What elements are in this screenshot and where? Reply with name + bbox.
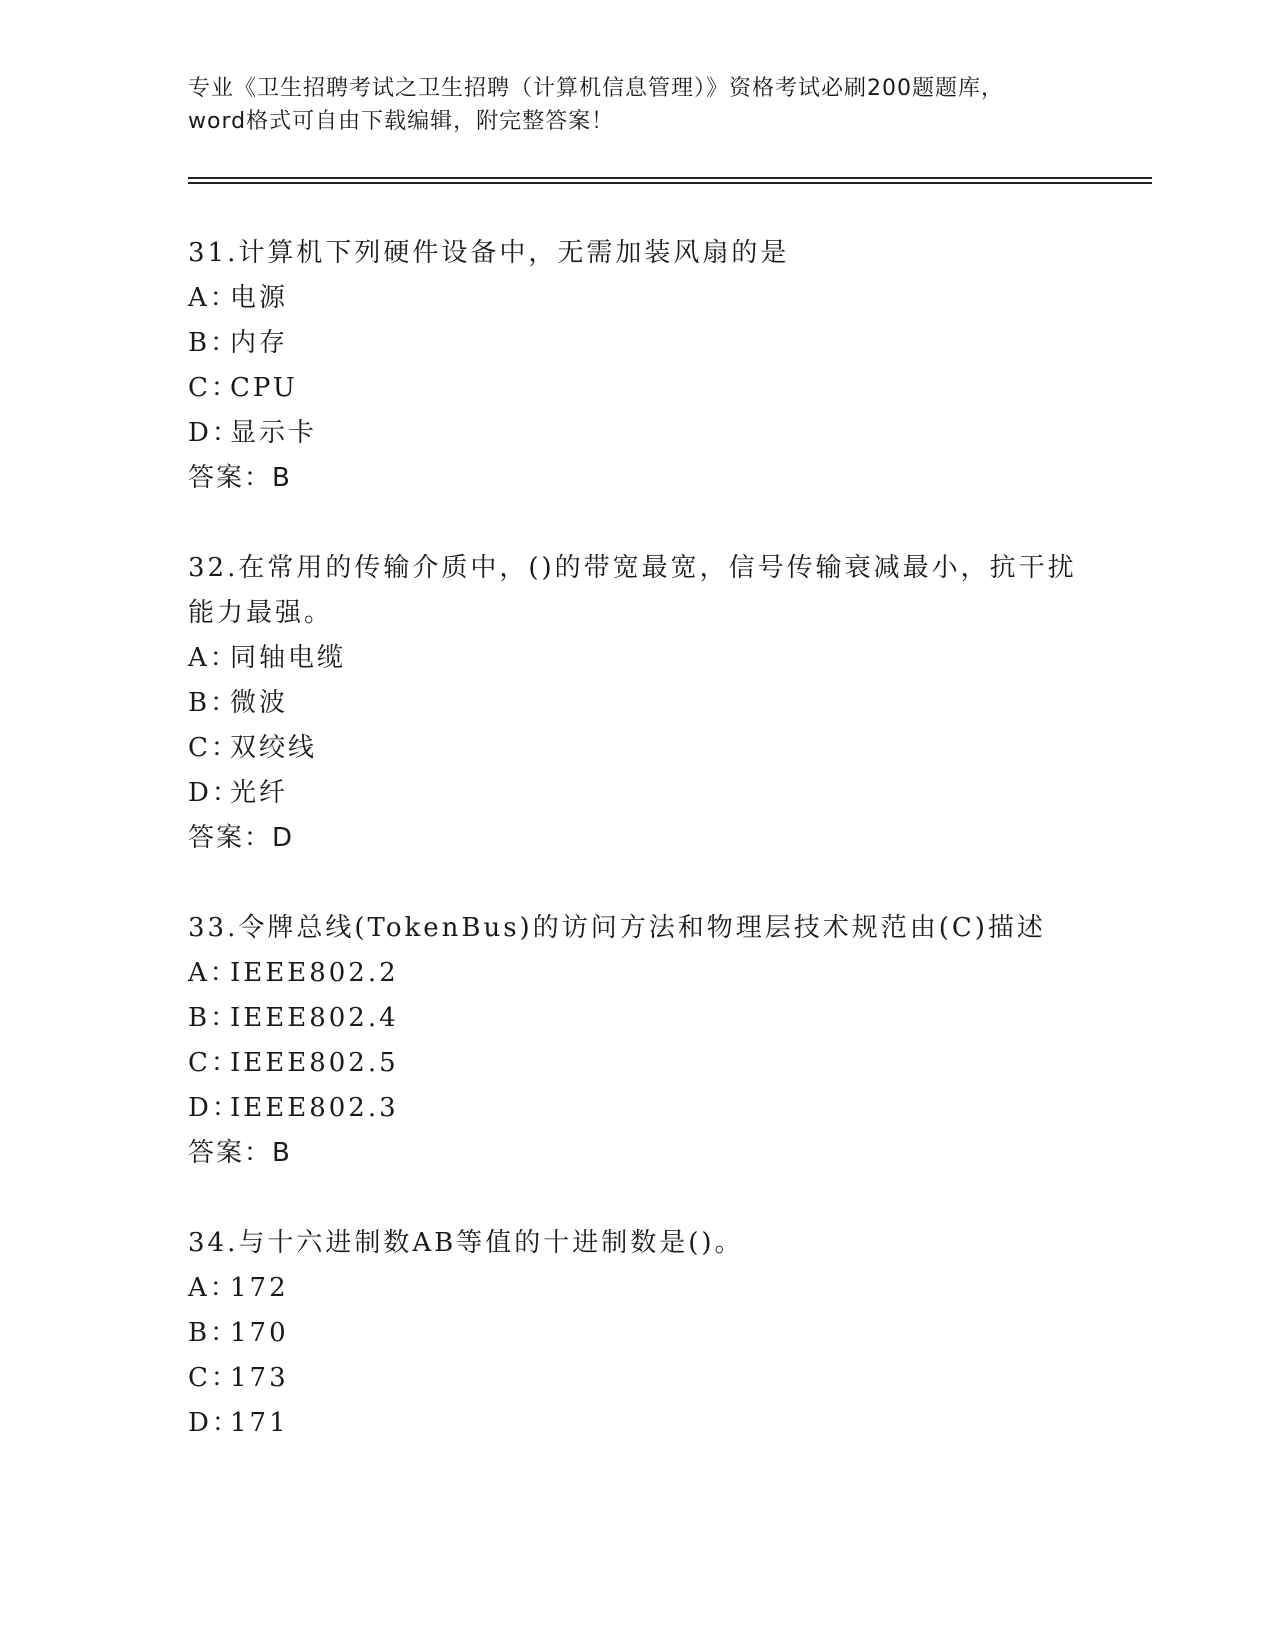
answer-line: 答案：D xyxy=(188,823,295,853)
option-key: A： xyxy=(188,1273,239,1303)
header-divider-bottom xyxy=(188,182,1152,184)
option-key: A： xyxy=(188,643,239,673)
option-b xyxy=(188,681,1088,726)
option-text: 电源 xyxy=(230,283,289,313)
question-34 xyxy=(188,1221,1088,1446)
option-d xyxy=(188,411,1088,456)
option-key: C： xyxy=(188,373,240,403)
option-key: D： xyxy=(188,418,241,448)
option-key: D： xyxy=(188,778,241,808)
option-a xyxy=(188,1266,1088,1311)
option-text: IEEE802.5 xyxy=(230,1048,399,1078)
option-key: B： xyxy=(188,1003,240,1033)
option-c xyxy=(188,1041,1088,1086)
option-b xyxy=(188,996,1088,1041)
option-text: IEEE802.2 xyxy=(230,958,399,988)
question-stem: 33.令牌总线(TokenBus)的访问方法和物理层技术规范由(C)描述 xyxy=(188,913,1046,943)
option-key: C： xyxy=(188,1048,240,1078)
option-text: 光纤 xyxy=(230,778,289,808)
option-key: B： xyxy=(188,328,240,358)
option-b xyxy=(188,1311,1088,1356)
question-33 xyxy=(188,906,1088,1176)
header-line-1: 专业《卫生招聘考试之卫生招聘（计算机信息管理）》资格考试必刷200题题库， xyxy=(188,76,1004,101)
header-divider-top xyxy=(188,177,1152,179)
option-text: CPU xyxy=(230,373,298,403)
option-text: 双绞线 xyxy=(230,733,318,763)
question-31 xyxy=(188,231,1088,501)
option-key: C： xyxy=(188,1363,240,1393)
option-c xyxy=(188,366,1088,411)
option-d xyxy=(188,1086,1088,1131)
option-text: IEEE802.3 xyxy=(230,1093,399,1123)
option-text: 170 xyxy=(230,1318,289,1348)
option-text: 微波 xyxy=(230,688,289,718)
answer-line: 答案：B xyxy=(188,1138,292,1168)
option-a xyxy=(188,636,1088,681)
document-header xyxy=(188,72,1088,138)
question-32 xyxy=(188,546,1088,861)
option-d xyxy=(188,1401,1088,1446)
question-stem: 31.计算机下列硬件设备中，无需加装风扇的是 xyxy=(188,238,790,268)
answer-line: 答案：B xyxy=(188,463,292,493)
option-key: A： xyxy=(188,283,239,313)
option-key: D： xyxy=(188,1093,241,1123)
option-text: IEEE802.4 xyxy=(230,1003,399,1033)
question-stem: 32.在常用的传输介质中，()的带宽最宽，信号传输衰减最小，抗干扰 xyxy=(188,553,1077,583)
option-b xyxy=(188,321,1088,366)
option-key: C： xyxy=(188,733,240,763)
option-key: B： xyxy=(188,1318,240,1348)
option-key: A： xyxy=(188,958,239,988)
option-c xyxy=(188,1356,1088,1401)
option-text: 172 xyxy=(230,1273,289,1303)
option-text: 173 xyxy=(230,1363,289,1393)
question-stem: 34.与十六进制数AB等值的十进制数是()。 xyxy=(188,1228,744,1258)
option-a xyxy=(188,951,1088,996)
option-a xyxy=(188,276,1088,321)
option-text: 171 xyxy=(230,1408,289,1438)
option-d xyxy=(188,771,1088,816)
option-text: 显示卡 xyxy=(230,418,318,448)
option-key: D： xyxy=(188,1408,241,1438)
option-text: 内存 xyxy=(230,328,289,358)
option-text: 同轴电缆 xyxy=(230,643,347,673)
option-key: B： xyxy=(188,688,240,718)
question-stem-continued: 能力最强。 xyxy=(188,598,334,628)
option-c xyxy=(188,726,1088,771)
header-line-2: word格式可自由下载编辑，附完整答案！ xyxy=(188,109,615,134)
